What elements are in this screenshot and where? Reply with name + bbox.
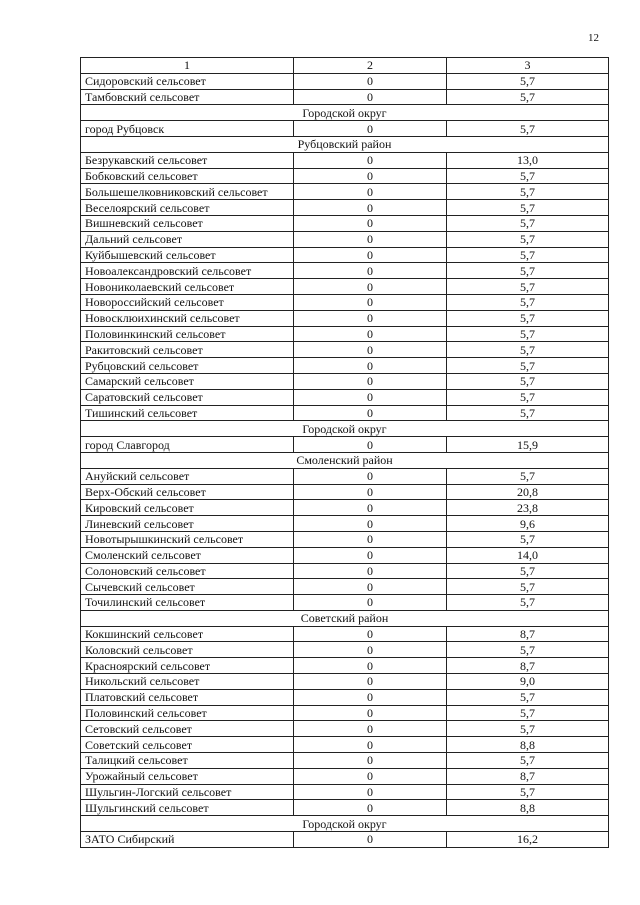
column-header-3: 3 (447, 58, 609, 74)
column-3-value-cell: 5,7 (447, 294, 609, 310)
table-row (81, 294, 609, 310)
column-2-value-cell: 0 (294, 705, 447, 721)
column-2-value-cell: 0 (294, 121, 447, 137)
column-2-value-cell: 0 (294, 721, 447, 737)
table-row (81, 310, 609, 326)
table-row (81, 705, 609, 721)
column-3-value-cell: 5,7 (447, 263, 609, 279)
section-header-row (81, 816, 609, 832)
settlement-name-cell: Новониколаевский сельсовет (81, 279, 294, 295)
table-header-row (81, 58, 609, 74)
column-3-value-cell: 9,0 (447, 674, 609, 690)
column-2-value-cell: 0 (294, 437, 447, 453)
table-row (81, 73, 609, 89)
column-2-value-cell: 0 (294, 326, 447, 342)
table-row (81, 373, 609, 389)
table-row (81, 468, 609, 484)
column-2-value-cell: 0 (294, 563, 447, 579)
settlement-name-cell: Новотырышкинский сельсовет (81, 531, 294, 547)
column-2-value-cell: 0 (294, 168, 447, 184)
section-header-row (81, 610, 609, 626)
table-row (81, 674, 609, 690)
column-3-value-cell: 5,7 (447, 279, 609, 295)
table-row (81, 721, 609, 737)
section-title: Городской округ (81, 816, 609, 832)
column-3-value-cell: 5,7 (447, 468, 609, 484)
table-row (81, 579, 609, 595)
settlement-name-cell: Большешелковниковский сельсовет (81, 184, 294, 200)
column-2-value-cell: 0 (294, 531, 447, 547)
column-2-value-cell: 0 (294, 358, 447, 374)
settlement-name-cell: Новороссийский сельсовет (81, 294, 294, 310)
column-header-1: 1 (81, 58, 294, 74)
column-2-value-cell: 0 (294, 89, 447, 105)
settlement-name-cell: Тамбовский сельсовет (81, 89, 294, 105)
settlement-name-cell: город Славгород (81, 437, 294, 453)
table-row (81, 595, 609, 611)
table-row (81, 516, 609, 532)
column-header-2: 2 (294, 58, 447, 74)
table-row (81, 563, 609, 579)
section-title: Рубцовский район (81, 136, 609, 152)
table-row (81, 231, 609, 247)
table-row (81, 484, 609, 500)
table-row (81, 215, 609, 231)
column-2-value-cell: 0 (294, 468, 447, 484)
column-3-value-cell: 5,7 (447, 89, 609, 105)
column-2-value-cell: 0 (294, 484, 447, 500)
column-2-value-cell: 0 (294, 294, 447, 310)
settlement-name-cell: Сидоровский сельсовет (81, 73, 294, 89)
section-header-row (81, 421, 609, 437)
table-row (81, 342, 609, 358)
settlement-name-cell: Новоалександровский сельсовет (81, 263, 294, 279)
column-2-value-cell: 0 (294, 215, 447, 231)
table-row (81, 689, 609, 705)
settlement-name-cell: Никольский сельсовет (81, 674, 294, 690)
table-body (81, 58, 609, 848)
table-row (81, 405, 609, 421)
settlement-name-cell: Смоленский сельсовет (81, 547, 294, 563)
column-2-value-cell: 0 (294, 500, 447, 516)
column-3-value-cell: 8,7 (447, 626, 609, 642)
table-row (81, 247, 609, 263)
column-2-value-cell: 0 (294, 405, 447, 421)
settlement-name-cell: Дальний сельсовет (81, 231, 294, 247)
settlement-name-cell: Линевский сельсовет (81, 516, 294, 532)
column-3-value-cell: 5,7 (447, 405, 609, 421)
column-3-value-cell: 5,7 (447, 73, 609, 89)
table-row (81, 263, 609, 279)
table-row (81, 784, 609, 800)
settlement-name-cell: Половинкинский сельсовет (81, 326, 294, 342)
settlement-name-cell: Веселоярский сельсовет (81, 200, 294, 216)
settlement-name-cell: Саратовский сельсовет (81, 389, 294, 405)
column-3-value-cell: 16,2 (447, 832, 609, 848)
section-title: Смоленский район (81, 452, 609, 468)
settlement-name-cell: Урожайный сельсовет (81, 768, 294, 784)
settlement-name-cell: Новосклюихинский сельсовет (81, 310, 294, 326)
section-header-row (81, 105, 609, 121)
settlement-name-cell: Безрукавский сельсовет (81, 152, 294, 168)
settlement-name-cell: Солоновский сельсовет (81, 563, 294, 579)
settlement-name-cell: Коловский сельсовет (81, 642, 294, 658)
settlement-name-cell: Сетовский сельсовет (81, 721, 294, 737)
column-3-value-cell: 5,7 (447, 531, 609, 547)
column-3-value-cell: 8,8 (447, 737, 609, 753)
column-2-value-cell: 0 (294, 310, 447, 326)
column-2-value-cell: 0 (294, 389, 447, 405)
column-2-value-cell: 0 (294, 689, 447, 705)
column-2-value-cell: 0 (294, 753, 447, 769)
settlement-name-cell: ЗАТО Сибирский (81, 832, 294, 848)
column-2-value-cell: 0 (294, 737, 447, 753)
column-2-value-cell: 0 (294, 231, 447, 247)
column-2-value-cell: 0 (294, 373, 447, 389)
table-row (81, 200, 609, 216)
table-row (81, 737, 609, 753)
settlement-name-cell: Талицкий сельсовет (81, 753, 294, 769)
table-row (81, 547, 609, 563)
section-title: Советский район (81, 610, 609, 626)
table-row (81, 531, 609, 547)
table-row (81, 626, 609, 642)
settlement-name-cell: Ракитовский сельсовет (81, 342, 294, 358)
table-row (81, 642, 609, 658)
settlement-name-cell: город Рубцовск (81, 121, 294, 137)
column-3-value-cell: 5,7 (447, 579, 609, 595)
column-3-value-cell: 5,7 (447, 753, 609, 769)
column-3-value-cell: 9,6 (447, 516, 609, 532)
settlement-name-cell: Шульгин-Логский сельсовет (81, 784, 294, 800)
column-2-value-cell: 0 (294, 674, 447, 690)
column-2-value-cell: 0 (294, 832, 447, 848)
column-2-value-cell: 0 (294, 547, 447, 563)
column-3-value-cell: 5,7 (447, 310, 609, 326)
column-3-value-cell: 5,7 (447, 121, 609, 137)
settlement-name-cell: Советский сельсовет (81, 737, 294, 753)
column-2-value-cell: 0 (294, 642, 447, 658)
settlement-name-cell: Ануйский сельсовет (81, 468, 294, 484)
settlement-name-cell: Кировский сельсовет (81, 500, 294, 516)
table-row (81, 437, 609, 453)
table-row (81, 168, 609, 184)
column-3-value-cell: 14,0 (447, 547, 609, 563)
data-table (80, 57, 609, 848)
settlement-name-cell: Бобковский сельсовет (81, 168, 294, 184)
column-2-value-cell: 0 (294, 516, 447, 532)
settlement-name-cell: Шульгинский сельсовет (81, 800, 294, 816)
table-row (81, 658, 609, 674)
column-2-value-cell: 0 (294, 279, 447, 295)
table-row (81, 89, 609, 105)
settlement-name-cell: Рубцовский сельсовет (81, 358, 294, 374)
settlement-name-cell: Тишинский сельсовет (81, 405, 294, 421)
column-2-value-cell: 0 (294, 342, 447, 358)
table-row (81, 753, 609, 769)
column-3-value-cell: 20,8 (447, 484, 609, 500)
settlement-name-cell: Платовский сельсовет (81, 689, 294, 705)
table-row (81, 326, 609, 342)
settlement-name-cell: Сычевский сельсовет (81, 579, 294, 595)
column-3-value-cell: 5,7 (447, 689, 609, 705)
column-3-value-cell: 8,7 (447, 768, 609, 784)
column-2-value-cell: 0 (294, 579, 447, 595)
column-2-value-cell: 0 (294, 784, 447, 800)
column-3-value-cell: 5,7 (447, 705, 609, 721)
table-row (81, 152, 609, 168)
column-3-value-cell: 13,0 (447, 152, 609, 168)
column-3-value-cell: 8,7 (447, 658, 609, 674)
settlement-name-cell: Верх-Обский сельсовет (81, 484, 294, 500)
settlement-name-cell: Красноярский сельсовет (81, 658, 294, 674)
column-3-value-cell: 15,9 (447, 437, 609, 453)
column-2-value-cell: 0 (294, 800, 447, 816)
table-row (81, 800, 609, 816)
column-3-value-cell: 5,7 (447, 389, 609, 405)
column-2-value-cell: 0 (294, 626, 447, 642)
settlement-name-cell: Кокшинский сельсовет (81, 626, 294, 642)
settlement-name-cell: Вишневский сельсовет (81, 215, 294, 231)
column-3-value-cell: 5,7 (447, 247, 609, 263)
column-3-value-cell: 5,7 (447, 215, 609, 231)
column-3-value-cell: 5,7 (447, 721, 609, 737)
table-row (81, 121, 609, 137)
column-2-value-cell: 0 (294, 247, 447, 263)
column-3-value-cell: 5,7 (447, 784, 609, 800)
column-2-value-cell: 0 (294, 73, 447, 89)
column-3-value-cell: 5,7 (447, 373, 609, 389)
column-3-value-cell: 5,7 (447, 326, 609, 342)
section-header-row (81, 136, 609, 152)
column-2-value-cell: 0 (294, 184, 447, 200)
column-2-value-cell: 0 (294, 595, 447, 611)
table-row (81, 500, 609, 516)
table-row (81, 768, 609, 784)
settlement-name-cell: Половинский сельсовет (81, 705, 294, 721)
column-3-value-cell: 5,7 (447, 642, 609, 658)
column-3-value-cell: 5,7 (447, 358, 609, 374)
column-2-value-cell: 0 (294, 200, 447, 216)
column-2-value-cell: 0 (294, 658, 447, 674)
section-title: Городской округ (81, 421, 609, 437)
page-number: 12 (588, 32, 599, 44)
column-3-value-cell: 23,8 (447, 500, 609, 516)
column-3-value-cell: 5,7 (447, 563, 609, 579)
settlement-name-cell: Точилинский сельсовет (81, 595, 294, 611)
table-row (81, 832, 609, 848)
column-3-value-cell: 5,7 (447, 595, 609, 611)
column-3-value-cell: 5,7 (447, 200, 609, 216)
column-3-value-cell: 5,7 (447, 231, 609, 247)
column-2-value-cell: 0 (294, 768, 447, 784)
column-3-value-cell: 5,7 (447, 184, 609, 200)
settlement-name-cell: Самарский сельсовет (81, 373, 294, 389)
column-3-value-cell: 8,8 (447, 800, 609, 816)
settlement-name-cell: Куйбышевский сельсовет (81, 247, 294, 263)
section-title: Городской округ (81, 105, 609, 121)
table-row (81, 358, 609, 374)
column-3-value-cell: 5,7 (447, 342, 609, 358)
column-3-value-cell: 5,7 (447, 168, 609, 184)
table-row (81, 279, 609, 295)
table-row (81, 389, 609, 405)
table-row (81, 184, 609, 200)
column-2-value-cell: 0 (294, 152, 447, 168)
column-2-value-cell: 0 (294, 263, 447, 279)
section-header-row (81, 452, 609, 468)
